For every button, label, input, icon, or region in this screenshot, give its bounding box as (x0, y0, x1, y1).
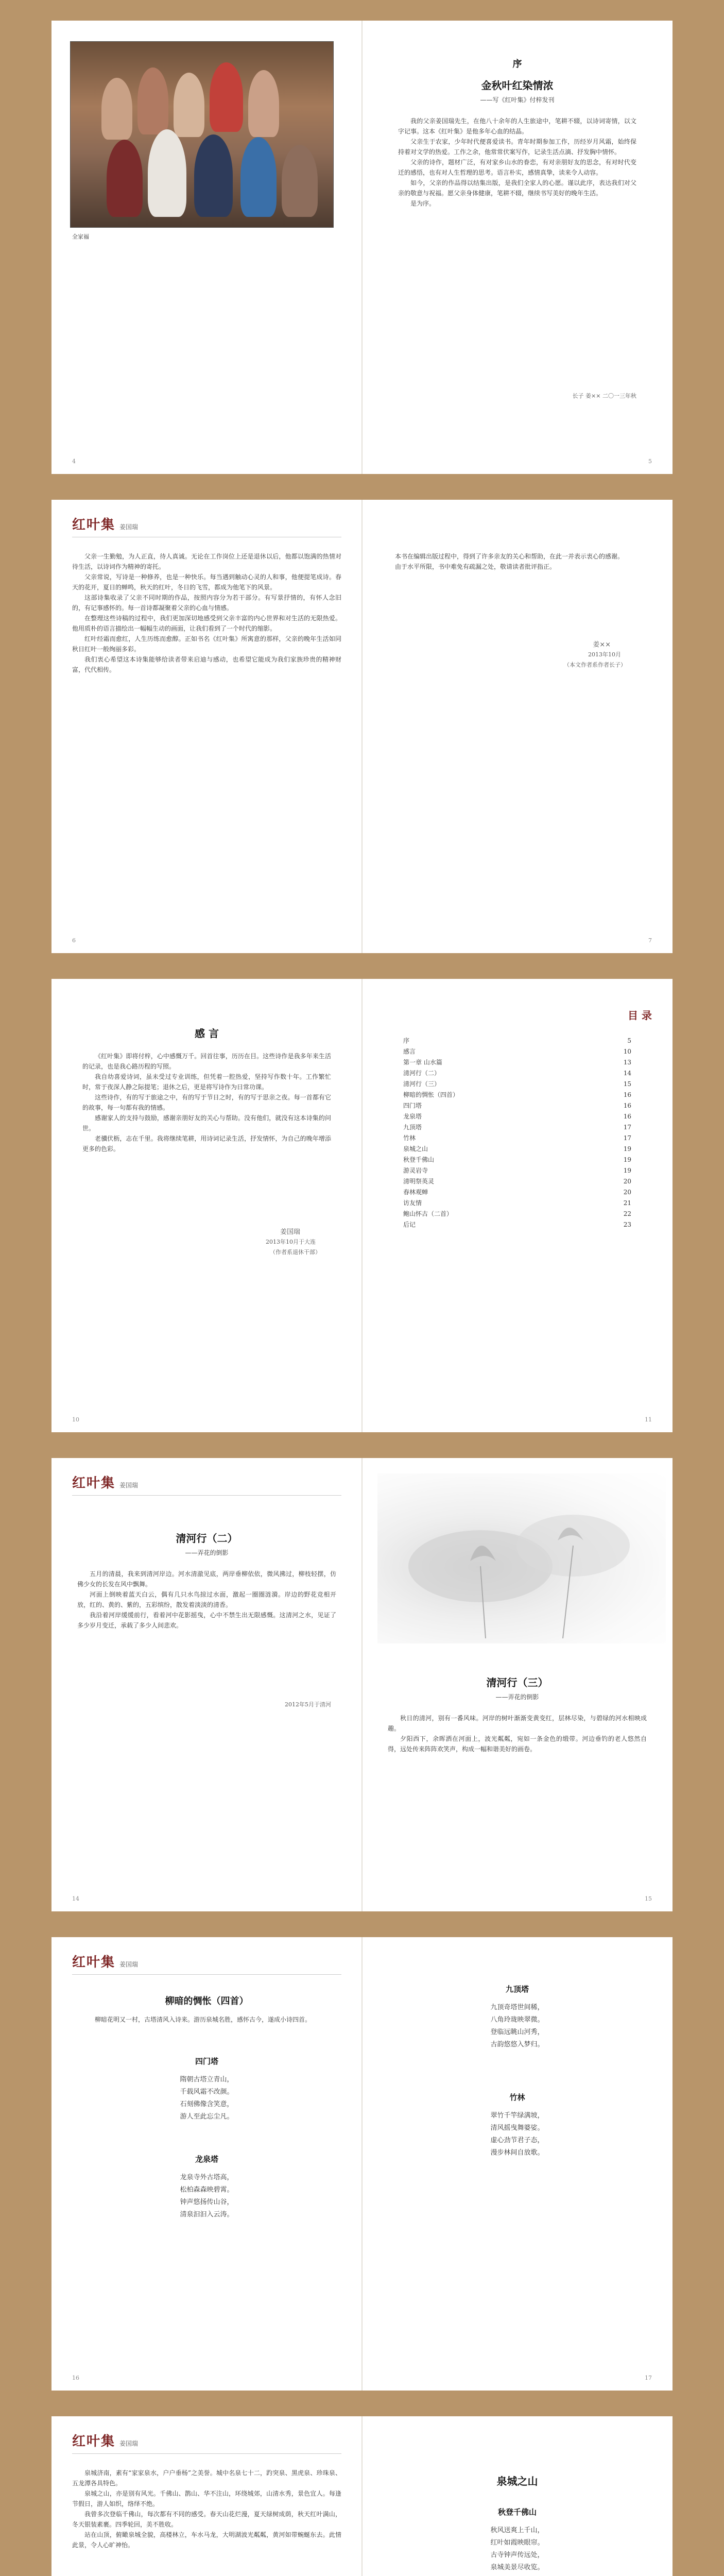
page-number: 6 (72, 937, 76, 944)
poem-title: 龙泉塔 (195, 2155, 218, 2164)
page-right (362, 21, 673, 474)
poem-line: 千载风霜不改颜。 (180, 2088, 234, 2096)
toc-page: 16 (623, 1113, 631, 1120)
poem-body (51, 2172, 362, 2221)
poem-line: 登临远眺山河秀， (490, 2028, 544, 2036)
preface-subtitle: ——写《红叶集》付梓发刊 (480, 96, 555, 104)
poem-line: 古韵悠悠入梦归。 (490, 2041, 544, 2048)
paragraph: 如今，父亲的作品得以结集出版，是我们全家人的心愿。谨以此序，表达我们对父亲的敬意与祝福。愿父亲身体健康，笔耕不辍，继续书写美好的晚年生活。 (398, 179, 636, 197)
page-number: 7 (648, 937, 652, 944)
page-left (51, 1937, 362, 2391)
page-right (362, 979, 673, 1432)
toc-title: 春林观蝉 (403, 1189, 428, 1196)
toc-page: 10 (623, 1048, 631, 1055)
toc-title: 感言 (403, 1048, 416, 1055)
toc-title: 竹林 (403, 1134, 416, 1142)
paragraph: 我的父亲姜国瑞先生，在他八十余年的人生旅途中，笔耕不辍，以诗词寄情，以文字记事。这本《红叶集》是他多年心血的结晶。 (398, 117, 636, 135)
poem-line: 九顶奇塔世间稀， (490, 2004, 544, 2011)
spread-6 (51, 2416, 673, 2576)
toc-title: 泉城之山 (403, 1145, 428, 1153)
poem-line: 龙泉寺外古塔高， (180, 2174, 234, 2181)
page-left (51, 1458, 362, 1911)
page-number: 4 (72, 458, 76, 465)
poem-line: 钟声悠扬传山谷， (180, 2198, 234, 2206)
body-text (77, 1569, 336, 1631)
toc-heading: 目 录 (628, 1009, 652, 1022)
chapter-subtitle: ——弄花的倒影 (495, 1693, 539, 1701)
toc-page: 20 (623, 1178, 631, 1185)
author: 姜国瑞 (119, 1482, 139, 1489)
page-right (362, 500, 673, 953)
poem-line: 隋朝古塔立青山， (180, 2076, 234, 2083)
poem-line: 红叶如霞映眼帘。 (490, 2539, 544, 2547)
spread-1 (51, 21, 673, 474)
page-right (362, 1937, 673, 2391)
toc-entry[interactable] (403, 1219, 631, 1230)
toc-title: 访友情 (403, 1199, 422, 1207)
toc-entry[interactable] (403, 1209, 631, 1219)
poem-line: 翠竹千竿绿满坡， (490, 2112, 544, 2120)
paragraph: 泉城济南，素有“家家泉水，户户垂杨”之美誉。城中名泉七十二，趵突泉、黑虎泉、珍珠泉、五龙潭各具特色。 (72, 2469, 341, 2487)
paragraph: 我自幼喜爱诗词，虽未受过专业训练，但凭着一腔热爱，坚持写作数十年。工作繁忙时，常于夜深人静之际提笔；退休之后，更是将写诗作为日常功课。 (82, 1073, 331, 1091)
poem-line: 漫步林间自放歌。 (490, 2149, 544, 2157)
signature-name: 姜×× (593, 641, 611, 649)
spread-3 (51, 979, 673, 1432)
poem-title: 竹林 (509, 2093, 525, 2102)
paragraph: 夕阳西下，余晖洒在河面上，波光粼粼，宛如一条金色的缎带。河边垂钓的老人悠然自得，远处传来阵阵欢笑声，构成一幅和谐美好的画卷。 (388, 1735, 647, 1753)
paragraph: 父亲一生勤勉，为人正直，待人真诚。无论在工作岗位上还是退休以后，他都以饱满的热情对待生活，以诗词作为精神的寄托。 (72, 553, 341, 570)
author: 姜国瑞 (119, 1961, 139, 1968)
signature-note: （作者系退休干部） (270, 1249, 321, 1256)
page-left (51, 21, 362, 474)
toc-page: 19 (623, 1145, 631, 1153)
toc-entry[interactable] (403, 1111, 631, 1122)
toc-page: 13 (623, 1059, 631, 1066)
toc-page: 15 (623, 1080, 631, 1088)
paragraph: 本书在编辑出版过程中，得到了许多亲友的关心和帮助，在此一并表示衷心的感谢。 (395, 553, 624, 560)
toc-entry[interactable] (403, 1079, 631, 1090)
toc-page: 16 (623, 1091, 631, 1098)
toc-page: 20 (623, 1189, 631, 1196)
running-head (72, 2431, 138, 2450)
poem-group-title: 柳暗的惆怅（四首） (165, 1996, 249, 2007)
toc-entry[interactable] (403, 1057, 631, 1068)
toc-page: 19 (623, 1156, 631, 1163)
signature-name: 姜国瑞 (280, 1228, 300, 1236)
photo-caption: 全家福 (72, 233, 89, 240)
paragraph: 泉城之山，亦是别有风光。千佛山、鹊山、华不注山，环绕城郊，山清水秀，景色宜人。每逢节假日，游人如织，络绎不绝。 (72, 2490, 341, 2507)
page-number: 16 (72, 2375, 79, 2381)
toc-entry[interactable] (403, 1165, 631, 1176)
toc-entry[interactable] (403, 1046, 631, 1057)
poem-line: 八角玲珑映翠微。 (490, 2016, 544, 2024)
flower-illustration (377, 1473, 666, 1643)
paragraph: 这些诗作，有的写于旅途之中，有的写于节日之时，有的写于思亲之夜。每一首都有它的故事，每一句都有我的情感。 (82, 1094, 331, 1111)
page-number: 14 (72, 1895, 79, 1902)
poem-line: 古寺钟声传远处， (490, 2551, 544, 2559)
paragraph: 是为序。 (410, 200, 436, 207)
page-number: 5 (648, 458, 652, 465)
signature-date: 2013年10月于大连 (266, 1239, 316, 1245)
poem-line: 石刻佛像含笑意， (180, 2100, 234, 2108)
paragraph: 河面上倒映着蓝天白云，偶有几只水鸟掠过水面，激起一圈圈涟漪。岸边的野花竞相开放，红的、黄的、紫的，五彩缤纷，散发着淡淡的清香。 (77, 1591, 336, 1608)
toc-entry[interactable] (403, 1122, 631, 1133)
toc-title: 鲍山怀古（二首） (403, 1210, 453, 1217)
spread-5 (51, 1937, 673, 2391)
toc-entry[interactable] (403, 1155, 631, 1165)
toc-entry[interactable] (403, 1100, 631, 1111)
book-title: 红叶集 (72, 1955, 116, 1970)
toc-title: 第一章 山水篇 (403, 1059, 442, 1066)
book-title: 红叶集 (72, 517, 116, 533)
body-text (388, 1713, 647, 1754)
page-number: 10 (72, 1416, 79, 1423)
toc-title: 清河行（二） (403, 1070, 441, 1077)
preface-signature: 长子 姜×× 二〇一三年秋 (572, 393, 636, 399)
preface-title: 金秋叶红染情浓 (481, 79, 554, 92)
page-number: 17 (645, 2375, 652, 2381)
family-photo (70, 41, 334, 228)
toc-page: 23 (623, 1221, 631, 1228)
toc-entry[interactable] (403, 1068, 631, 1079)
paragraph: 父亲常说，写诗是一种修养，也是一种快乐。每当遇到触动心灵的人和事，他便提笔成诗。春天的花开，夏日的蝉鸣，秋天的红叶，冬日的飞雪，都成为他笔下的风景。 (72, 573, 341, 591)
toc-page: 22 (623, 1210, 631, 1217)
paragraph: 秋日的清河，别有一番风味。河岸的树叶渐渐变黄变红，层林尽染，与碧绿的河水相映成趣。 (388, 1715, 647, 1732)
poem-intro (82, 2014, 331, 2025)
paragraph: 红叶经霜而愈红，人生历练而愈醇。正如书名《红叶集》所寓意的那样，父亲的晚年生活如同秋日红叶一般绚丽多彩。 (72, 635, 341, 653)
running-head (72, 1952, 138, 1971)
toc-entry[interactable] (403, 1198, 631, 1209)
spread-2 (51, 500, 673, 953)
book-title: 红叶集 (72, 2434, 116, 2449)
toc-page: 14 (623, 1070, 631, 1077)
page-number: 11 (645, 1416, 652, 1423)
chapter-title: 清河行（二） (176, 1532, 238, 1545)
paragraph: 感谢家人的支持与鼓励，感谢亲朋好友的关心与帮助。没有他们，就没有这本诗集的问世。 (82, 1114, 331, 1132)
spread-4 (51, 1458, 673, 1911)
paragraph: 由于水平所限，书中难免有疏漏之处，敬请读者批评指正。 (395, 563, 556, 570)
section-title: 泉城之山 (496, 2475, 538, 2487)
paragraph: 五月的清晨，我来到清河岸边。河水清澈见底，两岸垂柳依依，微风拂过，柳枝轻摆，仿佛少女的长发在风中飘舞。 (77, 1570, 336, 1588)
body-text (383, 551, 652, 572)
toc-page: 17 (623, 1134, 631, 1142)
paragraph: 父亲的诗作，题材广泛，有对家乡山水的眷恋，有对亲朋好友的思念，有对时代变迁的感悟，也有对人生哲理的思考。语言朴实，感情真挚，读来令人动容。 (398, 159, 636, 176)
preface-heading: 序 (512, 59, 522, 70)
paragraph: 我沿着河岸缓缓前行，看着河中花影摇曳，心中不禁生出无限感慨。这清河之水，见证了多少岁月变迁，承载了多少人间悲欢。 (77, 1612, 336, 1629)
author: 姜国瑞 (119, 523, 139, 531)
author: 姜国瑞 (119, 2440, 139, 2447)
toc-title: 游灵岩寺 (403, 1167, 428, 1174)
poem-line: 秋风送爽上千山， (490, 2527, 544, 2534)
poem-line: 松柏森森映碧霄。 (180, 2186, 234, 2194)
body-text (72, 551, 341, 675)
toc-title: 四门塔 (403, 1102, 422, 1109)
toc-title: 九顶塔 (403, 1124, 422, 1131)
signature: 2012年5月于清河 (285, 1701, 331, 1708)
paragraph: 这部诗集收录了父亲不同时期的作品，按照内容分为若干部分。有写景抒情的，有怀人念旧的，有记事感怀的。每一首诗都凝聚着父亲的心血与情感。 (72, 594, 341, 612)
toc-page: 17 (623, 1124, 631, 1131)
toc-entry[interactable] (403, 1036, 631, 1046)
chapter-subtitle: ——弄花的倒影 (185, 1549, 229, 1556)
paragraph: 站在山顶，俯瞰泉城全貌，高楼林立，车水马龙，大明湖波光粼粼，黄河如带蜿蜒东去。此情此景，令人心旷神怡。 (72, 2531, 341, 2549)
header-rule (72, 2453, 341, 2454)
paragraph: 柳暗花明又一村，古塔清风入诗来。游历泉城名胜，感怀古今，遂成小诗四首。 (95, 2016, 312, 2023)
running-head (72, 514, 138, 533)
header-rule (72, 1495, 341, 1496)
toc-page: 21 (623, 1199, 631, 1207)
paragraph: 《红叶集》即将付梓，心中感慨万千。回首往事，历历在目。这些诗作是我多年来生活的记录，也是我心路历程的写照。 (82, 1053, 331, 1070)
paragraph: 我们衷心希望这本诗集能够给读者带来启迪与感动，也希望它能成为我们家族珍贵的精神财富，代代相传。 (72, 656, 341, 673)
paragraph: 父亲生于农家，少年时代便喜爱读书。青年时期参加工作，历经岁月风霜，始终保持着对文学的热爱。工作之余，他常常伏案写作，记录生活点滴、抒发胸中情怀。 (398, 138, 636, 156)
toc-title: 柳暗的惆怅（四首） (403, 1091, 459, 1098)
toc-entry[interactable] (403, 1144, 631, 1155)
body-text (82, 1051, 331, 1154)
table-of-contents (403, 1036, 631, 1230)
toc-page: 19 (623, 1167, 631, 1174)
lotus-icon (377, 1473, 666, 1643)
signature-date: 2013年10月 (588, 651, 621, 658)
body-text (72, 2468, 341, 2550)
poem-body (51, 2074, 362, 2123)
poem-title: 九顶塔 (505, 1985, 529, 1994)
toc-page: 16 (623, 1102, 631, 1109)
running-head (72, 1472, 138, 1492)
paragraph: 在整理这些诗稿的过程中，我们更加深切地感受到父亲丰富的内心世界和对生活的无限热爱。他用质朴的语言描绘出一幅幅生动的画面，让我们看到了一个时代的缩影。 (72, 615, 341, 632)
toc-title: 后记 (403, 1221, 416, 1228)
toc-entry[interactable] (403, 1133, 631, 1144)
poem-body (362, 2110, 673, 2159)
preface-body (398, 116, 636, 209)
toc-title: 序 (403, 1037, 410, 1044)
toc-title: 龙泉塔 (403, 1113, 422, 1120)
paragraph: 老骥伏枥，志在千里。我将继续笔耕，用诗词记录生活，抒发情怀，为自己的晚年增添更多的色彩。 (82, 1135, 331, 1153)
header-rule (72, 1974, 341, 1975)
page-number: 15 (645, 1895, 652, 1902)
poem-body (362, 2002, 673, 2051)
poem-line: 游人至此忘尘凡。 (180, 2113, 234, 2121)
signature-note: （本文作者系作者长子） (564, 662, 626, 668)
page-right (362, 2416, 673, 2576)
toc-entry[interactable] (403, 1187, 631, 1198)
page-left (51, 979, 362, 1432)
poem-line: 泉城美景尽收览。 (490, 2564, 544, 2571)
chapter-title: 清河行（三） (486, 1676, 548, 1689)
toc-entry[interactable] (403, 1090, 631, 1100)
page-left (51, 500, 362, 953)
page-left (51, 2416, 362, 2576)
page-right (362, 1458, 673, 1911)
poem-line: 清泉汩汩入云涛。 (180, 2211, 234, 2218)
toc-title: 秋登千佛山 (403, 1156, 435, 1163)
paragraph: 我曾多次登临千佛山，每次都有不同的感受。春天山花烂漫，夏天绿树成荫，秋天红叶满山，冬天银装素裹。四季轮回，美不胜收。 (72, 2511, 341, 2528)
poem-body (362, 2524, 673, 2574)
poem-title: 秋登千佛山 (497, 2507, 537, 2517)
book-title: 红叶集 (72, 1476, 116, 1491)
toc-title: 清明祭英灵 (403, 1178, 435, 1185)
toc-title: 清河行（三） (403, 1080, 441, 1088)
toc-page: 5 (627, 1037, 631, 1044)
toc-entry[interactable] (403, 1176, 631, 1187)
afterword-heading: 感 言 (195, 1027, 219, 1040)
poem-line: 清风摇曳舞婆娑。 (490, 2124, 544, 2132)
poem-line: 虚心劲节君子态， (490, 2137, 544, 2144)
poem-title: 四门塔 (195, 2057, 218, 2066)
